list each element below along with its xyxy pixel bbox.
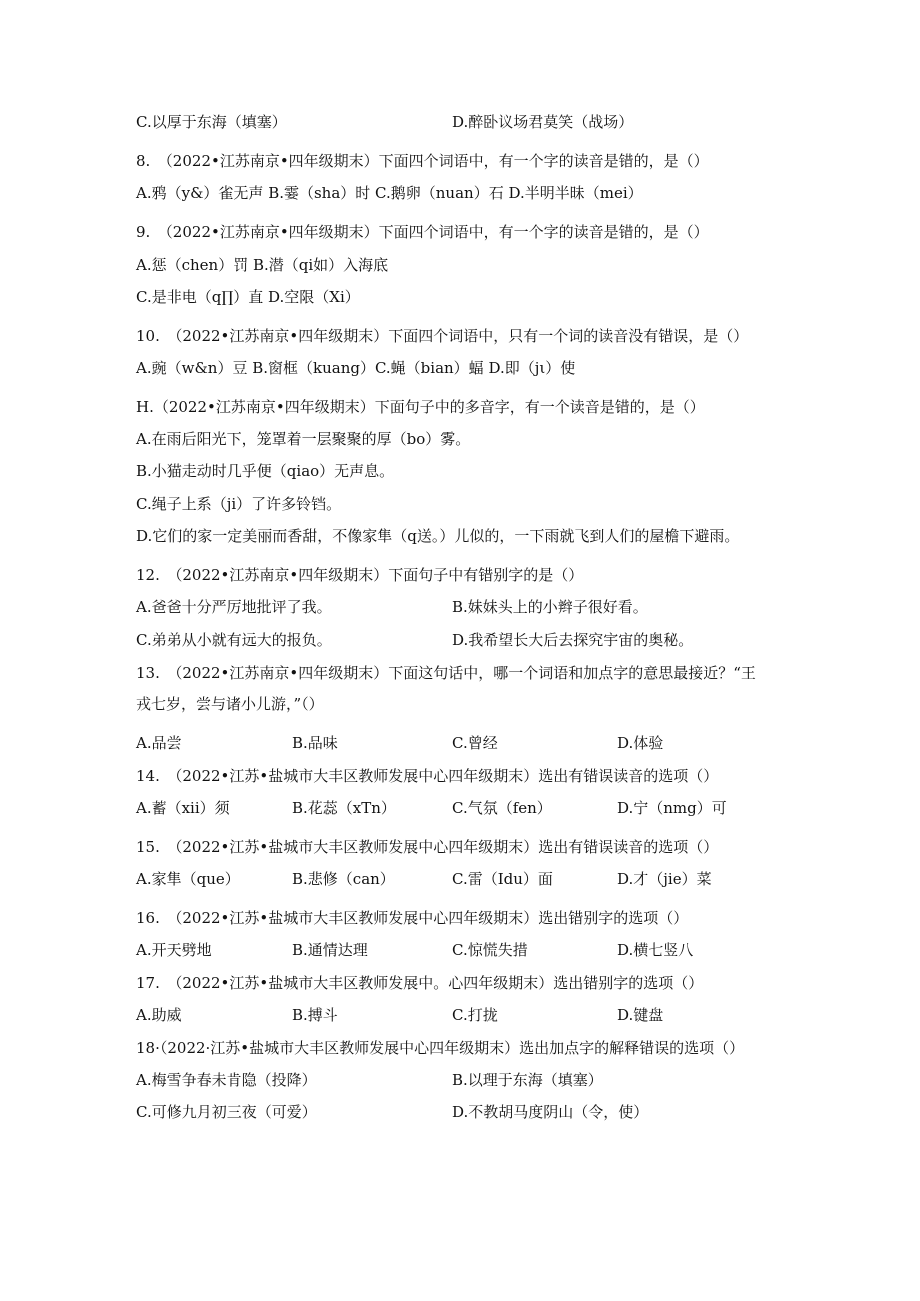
question-18-stem: 18·（2022·江苏•盐城市大丰区教师发展中心四年级期末）选出加点字的解释错误的选项（） [136, 1039, 745, 1057]
question-16-option-c: C.惊慌失措 [452, 941, 528, 959]
question-13-stem-line1: 13. （2022•江苏南京•四年级期末）下面这句话中，哪一个词语和加点字的意思最接近？“王 [136, 664, 756, 682]
question-16-option-a: A.开天劈地 [136, 941, 212, 959]
question-10-options: A.豌（w&n）豆 B.窗框（kuang）C.蝇（bian）蝠 D.即（jι）使 [136, 359, 576, 377]
question-15-option-c: C.雷（Idu）面 [452, 870, 553, 888]
question-15-option-b: B.悲修（can） [292, 870, 395, 888]
question-11-option-c: C.绳子上系（ji）了许多铃铛。 [136, 495, 342, 513]
question-13-option-b: B.品味 [292, 734, 338, 752]
question-10-stem: 10. （2022•江苏南京•四年级期末）下面四个词语中，只有一个词的读音没有错误，是（） [136, 327, 749, 345]
question-18-option-c: C.可修九月初三夜（可爱） [136, 1103, 317, 1121]
question-15-option-d: D.才（jie）菜 [617, 870, 712, 888]
question-11-option-b: B.小猫走动时几乎便（qiao）无声息。 [136, 462, 395, 480]
question-17-option-d: D.键盘 [617, 1006, 664, 1024]
question-9-options-1: A.惩（chen）罚 B.潜（qi如）入海底 [136, 256, 389, 274]
question-16-option-b: B.通情达理 [292, 941, 368, 959]
question-17-stem: 17. （2022•江苏•盐城市大丰区教师发展中。心四年级期末）选出错别字的选项（） [136, 974, 704, 992]
question-18-option-d: D.不教胡马度阴山（令，使） [452, 1103, 649, 1121]
question-12-option-d: D.我希望长大后去探究宇宙的奥秘。 [452, 631, 694, 649]
question-12-option-a: A.爸爸十分严厉地批评了我。 [136, 598, 332, 616]
question-12-option-c: C.弟弟从小就有远大的报负。 [136, 631, 332, 649]
question-17-option-a: A.助威 [136, 1006, 182, 1024]
question-17-option-c: C.打拢 [452, 1006, 498, 1024]
question-13-stem-line2: 戎七岁，尝与诸小儿游，”（） [136, 695, 324, 713]
question-13-option-d: D.体验 [617, 734, 664, 752]
question-12-stem: 12. （2022•江苏南京•四年级期末）下面句子中有错别字的是（） [136, 566, 584, 584]
question-14-stem: 14. （2022•江苏•盐城市大丰区教师发展中心四年级期末）选出有错误读音的选项（） [136, 767, 719, 785]
question-14-option-b: B.花蕊（xTn） [292, 799, 396, 817]
question-15-option-a: A.家隼（que） [136, 870, 240, 888]
question-14-option-c: C.气氛（fen） [452, 799, 552, 817]
question-14-option-a: A.蓄（xii）须 [136, 799, 230, 817]
question-11-option-a: A.在雨后阳光下，笼罩着一层聚聚的厚（bo）雾。 [136, 430, 471, 448]
question-12-option-b: B.妹妹头上的小辫子很好看。 [452, 598, 648, 616]
question-11-stem: H.（2022•江苏南京•四年级期末）下面句子中的多音字，有一个读音是错的，是（） [136, 398, 705, 416]
question-13-option-a: A.品尝 [136, 734, 182, 752]
question-13-option-c: C.曾经 [452, 734, 498, 752]
question-18-option-b: B.以理于东海（填塞） [452, 1071, 603, 1089]
question-8-stem: 8. （2022•江苏南京•四年级期末）下面四个词语中，有一个字的读音是错的，是（） [136, 152, 709, 170]
question-11-option-d: D.它们的家一定美丽而香甜，不像家隼（q送。）儿似的，一下雨就飞到人们的屋檐下避雨。 [136, 527, 740, 545]
question-8-options: A.鸦（y&）雀无声 B.霎（sha）时 C.鹅卵（nuan）石 D.半明半昧（mei） [136, 184, 643, 202]
question-9-options-2: C.是非电（q∏）直 D.空限（Xi） [136, 288, 360, 306]
question-14-option-d: D.宁（nmg）可 [617, 799, 727, 817]
prev-option-c: C.以厚于东海（填塞） [136, 113, 287, 131]
question-9-stem: 9. （2022•江苏南京•四年级期末）下面四个词语中，有一个字的读音是错的，是（） [136, 223, 709, 241]
question-16-option-d: D.横七竖八 [617, 941, 694, 959]
question-18-option-a: A.梅雪争春未肯隐（投降） [136, 1071, 317, 1089]
question-16-stem: 16. （2022•江苏•盐城市大丰区教师发展中心四年级期末）选出错别字的选项（） [136, 909, 689, 927]
prev-option-d: D.醉卧议场君莫笑（战场） [452, 113, 634, 131]
question-15-stem: 15. （2022•江苏•盐城市大丰区教师发展中心四年级期末）选出有错误读音的选项（） [136, 838, 719, 856]
question-17-option-b: B.搏斗 [292, 1006, 338, 1024]
